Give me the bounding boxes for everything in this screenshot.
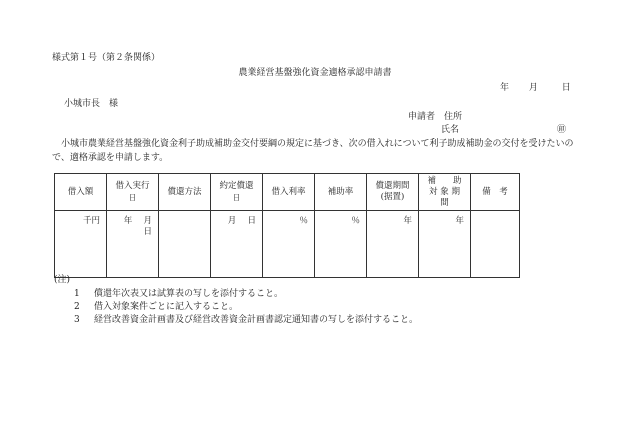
addressee: 小城市長 様 [64, 99, 119, 109]
date-year-label: 年 [500, 83, 510, 93]
header-subsidy-period: 補 助 対 象 期 間 [419, 174, 471, 211]
cell-repayment-method[interactable] [159, 211, 211, 278]
header-repayment-term: 償還期間 (据置) [367, 174, 419, 211]
header-scheduled-repayment: 約定償還 日 [211, 174, 263, 211]
date-day-label: 日 [561, 83, 571, 93]
header-loan-date: 借入実行 日 [107, 174, 159, 211]
cell-loan-date[interactable]: 年 月 日 [107, 211, 159, 278]
header-repayment-method: 償還方法 [159, 174, 211, 211]
table-row [55, 211, 520, 278]
application-table [54, 173, 520, 278]
document-title: 農業経営基盤強化資金適格承認申請書 [238, 68, 392, 78]
applicant-address-label: 申請者 住所 [408, 112, 463, 122]
header-interest-rate: 借入利率 [263, 174, 315, 211]
note-item: 2 借入対象案件ごとに記入すること。 [74, 302, 239, 312]
form-label: 様式第１号（第２条関係） [52, 53, 161, 63]
date-month-label: 月 [528, 83, 538, 93]
header-remarks: 備 考 [471, 174, 520, 211]
cell-loan-amount[interactable]: 千円 [55, 211, 107, 278]
table-header-row [55, 174, 520, 211]
header-subsidy-rate: 補助率 [315, 174, 367, 211]
note-item: 3 経営改善資金計画書及び経営改善資金計画書認定通知書の写しを添付すること。 [74, 315, 419, 325]
cell-subsidy-rate[interactable]: ％ [315, 211, 367, 278]
notes-heading: (注) [54, 275, 71, 285]
cell-scheduled-repayment[interactable]: 月 日 [211, 211, 263, 278]
cell-repayment-term[interactable]: 年 [367, 211, 419, 278]
applicant-name-label: 氏名 [441, 125, 460, 135]
cell-interest-rate[interactable]: ％ [263, 211, 315, 278]
date-line [500, 82, 571, 94]
header-loan-amount: 借入額 [55, 174, 107, 211]
cell-subsidy-period[interactable]: 年 [419, 211, 471, 278]
body-paragraph: 小城市農業経営基盤強化資金利子助成補助金交付要綱の規定に基づき、次の借入れについて利子助成補助金の交付を受けたいので、適格承認を申請します。 [52, 139, 574, 163]
note-item: 1 償還年次表又は試算表の写しを添付すること。 [74, 289, 284, 299]
cell-remarks[interactable] [471, 211, 520, 278]
seal-mark: ㊞ [557, 125, 567, 135]
